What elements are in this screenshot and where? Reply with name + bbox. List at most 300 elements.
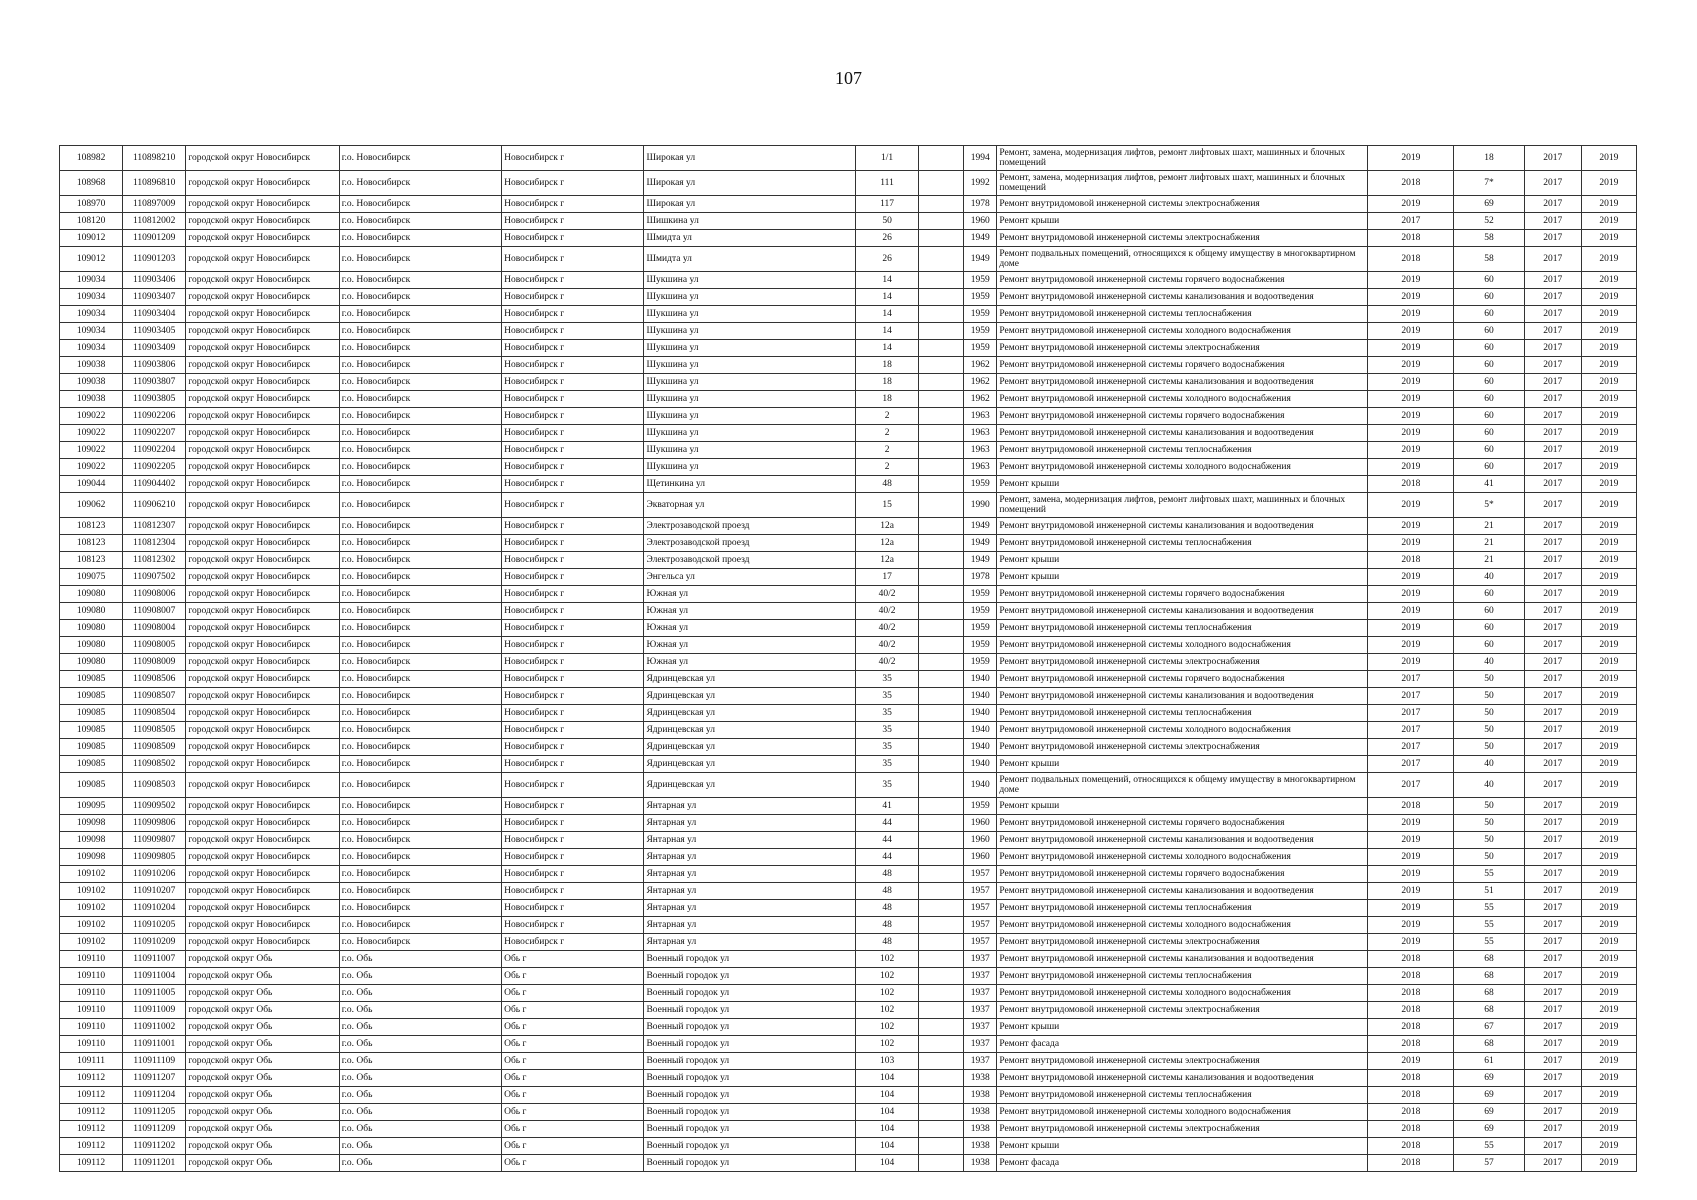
cell-district: г.о. Новосибирск (339, 552, 501, 569)
cell-house-id: 109085 (60, 722, 123, 739)
cell-period-end: 2019 (1581, 815, 1636, 832)
cell-planned-year: 2018 (1368, 552, 1454, 569)
table-row (60, 1104, 1637, 1121)
cell-work-type: Ремонт внутридомовой инженерной системы горячего водоснабжения (997, 586, 1368, 603)
cell-district: г.о. Новосибирск (339, 569, 501, 586)
cell-wear-percent: 69 (1454, 196, 1524, 213)
cell-work-type: Ремонт, замена, модернизация лифтов, ремонт лифтовых шахт, машинных и блочных помещений (997, 493, 1368, 518)
cell-house-number: 2 (855, 408, 918, 425)
cell-municipality: городской округ Новосибирск (186, 171, 339, 196)
cell-wear-percent: 21 (1454, 535, 1524, 552)
cell-work-type: Ремонт фасада (997, 1155, 1368, 1172)
cell-municipality: городской округ Новосибирск (186, 146, 339, 171)
cell-planned-year: 2018 (1368, 1104, 1454, 1121)
cell-period-end: 2019 (1581, 1036, 1636, 1053)
cell-house-id: 109022 (60, 408, 123, 425)
cell-wear-percent: 55 (1454, 917, 1524, 934)
cell-street: Военный городок ул (644, 1155, 856, 1172)
cell-planned-year: 2019 (1368, 637, 1454, 654)
cell-year-built: 1959 (964, 476, 997, 493)
cell-municipality: городской округ Новосибирск (186, 866, 339, 883)
cell-period-start: 2017 (1524, 1087, 1581, 1104)
cell-period-start: 2017 (1524, 671, 1581, 688)
cell-street: Военный городок ул (644, 951, 856, 968)
cell-wear-percent: 55 (1454, 900, 1524, 917)
cell-municipality: городской округ Новосибирск (186, 476, 339, 493)
cell-street: Янтарная ул (644, 900, 856, 917)
cell-house-number: 12а (855, 535, 918, 552)
cell-work-type: Ремонт внутридомовой инженерной системы теплоснабжения (997, 620, 1368, 637)
cell-year-built: 1937 (964, 1053, 997, 1070)
cell-city: Новосибирск г (502, 917, 644, 934)
cell-district: г.о. Новосибирск (339, 247, 501, 272)
cell-municipality: городской округ Новосибирск (186, 569, 339, 586)
cell-planned-year: 2018 (1368, 230, 1454, 247)
cell-district: г.о. Обь (339, 1002, 501, 1019)
cell-house-number: 117 (855, 196, 918, 213)
cell-house-id: 109075 (60, 569, 123, 586)
cell-period-end: 2019 (1581, 535, 1636, 552)
cell-period-end: 2019 (1581, 1138, 1636, 1155)
cell-year-built: 1949 (964, 230, 997, 247)
cell-work-type: Ремонт внутридомовой инженерной системы холодного водоснабжения (997, 1104, 1368, 1121)
table-row (60, 1002, 1637, 1019)
cell-planned-year: 2018 (1368, 1002, 1454, 1019)
cell-district: г.о. Новосибирск (339, 272, 501, 289)
cell-municipality: городской округ Новосибирск (186, 518, 339, 535)
cell-period-end: 2019 (1581, 459, 1636, 476)
cell-work-type: Ремонт внутридомовой инженерной системы холодного водоснабжения (997, 637, 1368, 654)
cell-wear-percent: 60 (1454, 442, 1524, 459)
table-row (60, 146, 1637, 171)
cell-building (919, 552, 964, 569)
cell-city: Обь г (502, 985, 644, 1002)
cell-year-built: 1937 (964, 985, 997, 1002)
table-row (60, 798, 1637, 815)
cell-year-built: 1937 (964, 1036, 997, 1053)
cell-record-id: 110908504 (123, 705, 186, 722)
cell-municipality: городской округ Новосибирск (186, 739, 339, 756)
cell-period-start: 2017 (1524, 1053, 1581, 1070)
cell-house-id: 109112 (60, 1138, 123, 1155)
cell-period-end: 2019 (1581, 1155, 1636, 1172)
table-row (60, 1121, 1637, 1138)
cell-year-built: 1960 (964, 213, 997, 230)
cell-street: Шукшина ул (644, 289, 856, 306)
cell-house-id: 109034 (60, 340, 123, 357)
table-row (60, 671, 1637, 688)
cell-house-id: 109044 (60, 476, 123, 493)
cell-planned-year: 2019 (1368, 391, 1454, 408)
cell-wear-percent: 60 (1454, 374, 1524, 391)
cell-city: Новосибирск г (502, 688, 644, 705)
cell-municipality: городской округ Новосибирск (186, 493, 339, 518)
cell-district: г.о. Обь (339, 1053, 501, 1070)
cell-period-start: 2017 (1524, 442, 1581, 459)
cell-house-id: 109102 (60, 866, 123, 883)
cell-year-built: 1959 (964, 289, 997, 306)
cell-municipality: городской округ Обь (186, 1070, 339, 1087)
cell-period-end: 2019 (1581, 493, 1636, 518)
cell-planned-year: 2019 (1368, 196, 1454, 213)
cell-year-built: 1940 (964, 756, 997, 773)
cell-planned-year: 2018 (1368, 968, 1454, 985)
cell-district: г.о. Новосибирск (339, 493, 501, 518)
cell-street: Экваторная ул (644, 493, 856, 518)
cell-street: Шукшина ул (644, 357, 856, 374)
cell-city: Новосибирск г (502, 934, 644, 951)
table-row (60, 1053, 1637, 1070)
cell-period-end: 2019 (1581, 476, 1636, 493)
cell-municipality: городской округ Новосибирск (186, 442, 339, 459)
cell-period-end: 2019 (1581, 213, 1636, 230)
cell-period-end: 2019 (1581, 569, 1636, 586)
cell-house-number: 44 (855, 815, 918, 832)
cell-work-type: Ремонт внутридомовой инженерной системы горячего водоснабжения (997, 866, 1368, 883)
cell-record-id: 110910209 (123, 934, 186, 951)
cell-record-id: 110908004 (123, 620, 186, 637)
cell-wear-percent: 60 (1454, 459, 1524, 476)
cell-district: г.о. Новосибирск (339, 476, 501, 493)
cell-wear-percent: 60 (1454, 323, 1524, 340)
cell-building (919, 934, 964, 951)
cell-house-id: 109085 (60, 773, 123, 798)
cell-period-end: 2019 (1581, 1104, 1636, 1121)
table-row (60, 442, 1637, 459)
cell-house-id: 109080 (60, 603, 123, 620)
cell-house-number: 1/1 (855, 146, 918, 171)
cell-municipality: городской округ Новосибирск (186, 934, 339, 951)
table-row (60, 1087, 1637, 1104)
cell-city: Обь г (502, 1121, 644, 1138)
cell-municipality: городской округ Новосибирск (186, 459, 339, 476)
cell-record-id: 110908006 (123, 586, 186, 603)
cell-street: Шукшина ул (644, 425, 856, 442)
cell-year-built: 1938 (964, 1121, 997, 1138)
cell-house-id: 109034 (60, 272, 123, 289)
cell-city: Новосибирск г (502, 230, 644, 247)
cell-city: Новосибирск г (502, 146, 644, 171)
cell-municipality: городской округ Обь (186, 1053, 339, 1070)
cell-year-built: 1937 (964, 968, 997, 985)
table-row (60, 493, 1637, 518)
cell-building (919, 671, 964, 688)
cell-planned-year: 2019 (1368, 289, 1454, 306)
cell-period-start: 2017 (1524, 493, 1581, 518)
cell-period-end: 2019 (1581, 603, 1636, 620)
cell-municipality: городской округ Новосибирск (186, 230, 339, 247)
cell-wear-percent: 60 (1454, 306, 1524, 323)
cell-house-number: 40/2 (855, 586, 918, 603)
cell-house-number: 102 (855, 968, 918, 985)
cell-wear-percent: 50 (1454, 815, 1524, 832)
cell-municipality: городской округ Новосибирск (186, 705, 339, 722)
cell-planned-year: 2017 (1368, 705, 1454, 722)
cell-period-end: 2019 (1581, 518, 1636, 535)
cell-work-type: Ремонт внутридомовой инженерной системы электроснабжения (997, 196, 1368, 213)
cell-building (919, 917, 964, 934)
cell-period-end: 2019 (1581, 637, 1636, 654)
cell-house-id: 109102 (60, 900, 123, 917)
cell-house-id: 109110 (60, 1019, 123, 1036)
cell-year-built: 1959 (964, 654, 997, 671)
cell-district: г.о. Новосибирск (339, 518, 501, 535)
cell-street: Военный городок ул (644, 1121, 856, 1138)
cell-period-end: 2019 (1581, 798, 1636, 815)
cell-house-number: 102 (855, 1036, 918, 1053)
cell-wear-percent: 52 (1454, 213, 1524, 230)
cell-municipality: городской округ Новосибирск (186, 374, 339, 391)
cell-house-id: 109098 (60, 815, 123, 832)
cell-period-start: 2017 (1524, 773, 1581, 798)
cell-period-end: 2019 (1581, 1002, 1636, 1019)
cell-street: Янтарная ул (644, 917, 856, 934)
cell-year-built: 1937 (964, 1002, 997, 1019)
cell-wear-percent: 50 (1454, 849, 1524, 866)
cell-work-type: Ремонт внутридомовой инженерной системы холодного водоснабжения (997, 849, 1368, 866)
cell-building (919, 476, 964, 493)
cell-district: г.о. Новосибирск (339, 171, 501, 196)
cell-house-id: 109112 (60, 1121, 123, 1138)
cell-work-type: Ремонт крыши (997, 476, 1368, 493)
cell-house-number: 50 (855, 213, 918, 230)
cell-year-built: 1949 (964, 535, 997, 552)
cell-year-built: 1940 (964, 773, 997, 798)
cell-period-end: 2019 (1581, 171, 1636, 196)
cell-house-id: 109038 (60, 391, 123, 408)
cell-period-start: 2017 (1524, 569, 1581, 586)
cell-city: Новосибирск г (502, 196, 644, 213)
cell-municipality: городской округ Обь (186, 1002, 339, 1019)
cell-building (919, 1087, 964, 1104)
cell-building (919, 1155, 964, 1172)
cell-period-end: 2019 (1581, 1070, 1636, 1087)
cell-building (919, 900, 964, 917)
cell-planned-year: 2019 (1368, 603, 1454, 620)
cell-wear-percent: 60 (1454, 425, 1524, 442)
cell-wear-percent: 50 (1454, 705, 1524, 722)
cell-year-built: 1960 (964, 849, 997, 866)
cell-district: г.о. Новосибирск (339, 773, 501, 798)
cell-building (919, 230, 964, 247)
cell-period-start: 2017 (1524, 1155, 1581, 1172)
cell-house-id: 109022 (60, 459, 123, 476)
cell-planned-year: 2019 (1368, 493, 1454, 518)
table-row (60, 586, 1637, 603)
cell-record-id: 110908505 (123, 722, 186, 739)
cell-house-number: 40/2 (855, 637, 918, 654)
cell-street: Ядринцевская ул (644, 739, 856, 756)
cell-district: г.о. Обь (339, 985, 501, 1002)
cell-period-start: 2017 (1524, 900, 1581, 917)
table-row (60, 323, 1637, 340)
cell-period-start: 2017 (1524, 756, 1581, 773)
cell-planned-year: 2017 (1368, 722, 1454, 739)
cell-record-id: 110911001 (123, 1036, 186, 1053)
cell-house-number: 18 (855, 374, 918, 391)
cell-house-id: 109038 (60, 357, 123, 374)
cell-city: Обь г (502, 1053, 644, 1070)
cell-street: Широкая ул (644, 171, 856, 196)
cell-wear-percent: 60 (1454, 620, 1524, 637)
cell-house-id: 108968 (60, 171, 123, 196)
cell-work-type: Ремонт, замена, модернизация лифтов, ремонт лифтовых шахт, машинных и блочных помещений (997, 171, 1368, 196)
cell-period-end: 2019 (1581, 917, 1636, 934)
cell-work-type: Ремонт крыши (997, 552, 1368, 569)
cell-street: Шмидта ул (644, 230, 856, 247)
cell-wear-percent: 68 (1454, 968, 1524, 985)
cell-planned-year: 2019 (1368, 654, 1454, 671)
cell-record-id: 110910205 (123, 917, 186, 934)
cell-municipality: городской округ Новосибирск (186, 289, 339, 306)
cell-period-end: 2019 (1581, 773, 1636, 798)
table-row (60, 866, 1637, 883)
cell-house-id: 109102 (60, 934, 123, 951)
cell-building (919, 849, 964, 866)
cell-year-built: 1957 (964, 917, 997, 934)
cell-planned-year: 2019 (1368, 374, 1454, 391)
cell-street: Янтарная ул (644, 883, 856, 900)
cell-year-built: 1962 (964, 374, 997, 391)
table-row (60, 247, 1637, 272)
cell-building (919, 654, 964, 671)
cell-municipality: городской округ Новосибирск (186, 323, 339, 340)
table-row (60, 196, 1637, 213)
cell-record-id: 110898210 (123, 146, 186, 171)
cell-planned-year: 2018 (1368, 1036, 1454, 1053)
cell-district: г.о. Новосибирск (339, 391, 501, 408)
cell-planned-year: 2019 (1368, 832, 1454, 849)
table-row (60, 569, 1637, 586)
cell-house-id: 109080 (60, 586, 123, 603)
cell-district: г.о. Новосибирск (339, 798, 501, 815)
cell-period-start: 2017 (1524, 654, 1581, 671)
cell-street: Военный городок ул (644, 1087, 856, 1104)
table-row (60, 1019, 1637, 1036)
cell-year-built: 1959 (964, 603, 997, 620)
cell-period-end: 2019 (1581, 1087, 1636, 1104)
cell-house-id: 109080 (60, 654, 123, 671)
cell-year-built: 1938 (964, 1087, 997, 1104)
cell-district: г.о. Обь (339, 1019, 501, 1036)
cell-work-type: Ремонт внутридомовой инженерной системы теплоснабжения (997, 535, 1368, 552)
cell-work-type: Ремонт внутридомовой инженерной системы канализования и водоотведения (997, 374, 1368, 391)
table-row (60, 603, 1637, 620)
cell-record-id: 110909805 (123, 849, 186, 866)
cell-record-id: 110812002 (123, 213, 186, 230)
cell-house-id: 109110 (60, 985, 123, 1002)
cell-district: г.о. Новосибирск (339, 688, 501, 705)
cell-wear-percent: 18 (1454, 146, 1524, 171)
cell-period-end: 2019 (1581, 230, 1636, 247)
cell-year-built: 1962 (964, 391, 997, 408)
cell-building (919, 722, 964, 739)
cell-work-type: Ремонт внутридомовой инженерной системы канализования и водоотведения (997, 951, 1368, 968)
cell-planned-year: 2017 (1368, 671, 1454, 688)
cell-municipality: городской округ Новосибирск (186, 620, 339, 637)
cell-period-end: 2019 (1581, 756, 1636, 773)
cell-period-start: 2017 (1524, 289, 1581, 306)
cell-record-id: 110906210 (123, 493, 186, 518)
cell-year-built: 1963 (964, 425, 997, 442)
cell-planned-year: 2019 (1368, 917, 1454, 934)
cell-street: Янтарная ул (644, 866, 856, 883)
cell-building (919, 1104, 964, 1121)
cell-building (919, 1138, 964, 1155)
table-row (60, 883, 1637, 900)
cell-wear-percent: 40 (1454, 756, 1524, 773)
cell-building (919, 985, 964, 1002)
cell-municipality: городской округ Новосибирск (186, 900, 339, 917)
cell-planned-year: 2019 (1368, 425, 1454, 442)
cell-house-number: 14 (855, 323, 918, 340)
cell-district: г.о. Новосибирск (339, 917, 501, 934)
cell-planned-year: 2018 (1368, 476, 1454, 493)
cell-planned-year: 2019 (1368, 518, 1454, 535)
table-row (60, 688, 1637, 705)
cell-period-end: 2019 (1581, 866, 1636, 883)
cell-work-type: Ремонт внутридомовой инженерной системы теплоснабжения (997, 968, 1368, 985)
cell-record-id: 110909502 (123, 798, 186, 815)
cell-street: Шукшина ул (644, 391, 856, 408)
cell-record-id: 110903805 (123, 391, 186, 408)
page-number: 107 (835, 68, 862, 88)
cell-record-id: 110812304 (123, 535, 186, 552)
cell-record-id: 110901203 (123, 247, 186, 272)
cell-house-id: 109111 (60, 1053, 123, 1070)
cell-year-built: 1957 (964, 866, 997, 883)
cell-street: Военный городок ул (644, 1053, 856, 1070)
cell-house-number: 102 (855, 951, 918, 968)
cell-work-type: Ремонт внутридомовой инженерной системы канализования и водоотведения (997, 518, 1368, 535)
cell-house-number: 44 (855, 849, 918, 866)
cell-wear-percent: 60 (1454, 272, 1524, 289)
cell-work-type: Ремонт фасада (997, 1036, 1368, 1053)
cell-period-start: 2017 (1524, 849, 1581, 866)
cell-house-number: 104 (855, 1087, 918, 1104)
cell-municipality: городской округ Новосибирск (186, 756, 339, 773)
cell-period-end: 2019 (1581, 306, 1636, 323)
table-row (60, 213, 1637, 230)
cell-building (919, 705, 964, 722)
cell-district: г.о. Новосибирск (339, 866, 501, 883)
cell-period-start: 2017 (1524, 196, 1581, 213)
cell-house-id: 109085 (60, 671, 123, 688)
cell-house-number: 12а (855, 552, 918, 569)
cell-period-end: 2019 (1581, 883, 1636, 900)
cell-wear-percent: 69 (1454, 1070, 1524, 1087)
cell-house-number: 104 (855, 1138, 918, 1155)
cell-street: Ядринцевская ул (644, 688, 856, 705)
cell-work-type: Ремонт внутридомовой инженерной системы холодного водоснабжения (997, 722, 1368, 739)
cell-house-number: 35 (855, 722, 918, 739)
cell-building (919, 340, 964, 357)
cell-house-id: 109085 (60, 688, 123, 705)
cell-planned-year: 2018 (1368, 951, 1454, 968)
table-row (60, 1155, 1637, 1172)
cell-period-start: 2017 (1524, 603, 1581, 620)
cell-district: г.о. Новосибирск (339, 230, 501, 247)
cell-building (919, 569, 964, 586)
table-row (60, 1036, 1637, 1053)
cell-municipality: городской округ Новосибирск (186, 586, 339, 603)
cell-city: Новосибирск г (502, 552, 644, 569)
cell-record-id: 110910204 (123, 900, 186, 917)
cell-period-start: 2017 (1524, 917, 1581, 934)
cell-municipality: городской округ Обь (186, 968, 339, 985)
cell-house-id: 109112 (60, 1070, 123, 1087)
cell-building (919, 883, 964, 900)
